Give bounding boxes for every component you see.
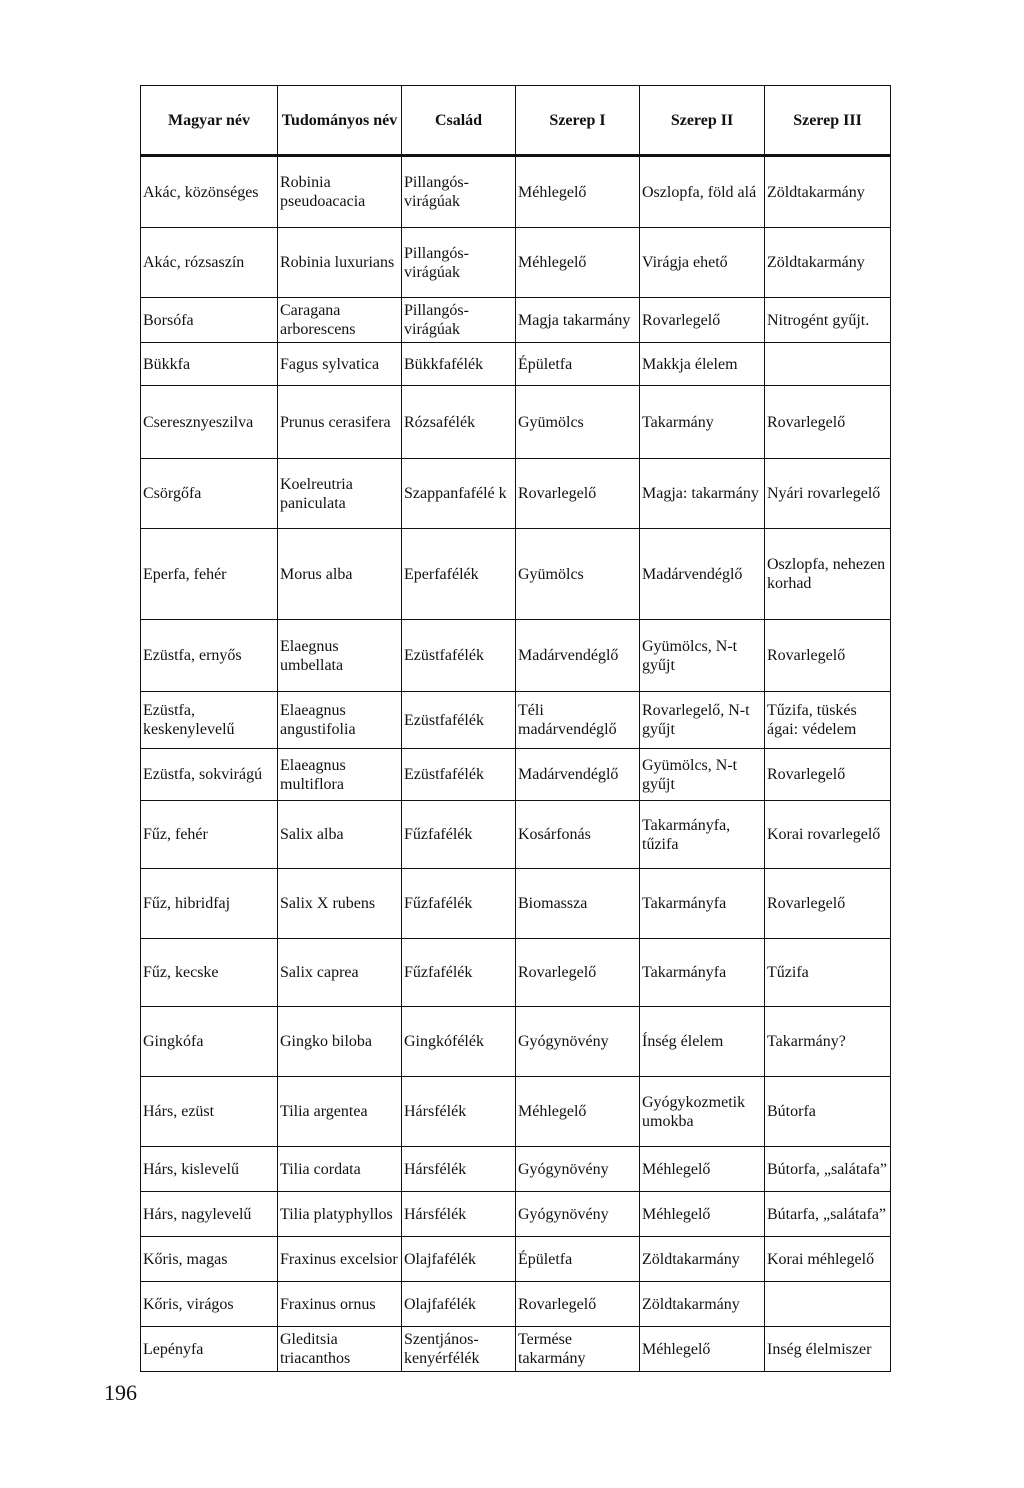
family-cell: Olajfafélék xyxy=(402,1282,516,1327)
hungarian-name-cell: Eperfa, fehér xyxy=(141,529,278,620)
scientific-name-cell: Tilia argentea xyxy=(278,1077,402,1147)
hungarian-name-cell: Cseresznyeszilva xyxy=(141,386,278,459)
role-3-cell: Rovarlegelő xyxy=(765,749,891,801)
role-1-cell: Magja takarmány xyxy=(516,298,640,343)
table-header xyxy=(141,86,891,156)
scientific-name-cell: Salix caprea xyxy=(278,939,402,1007)
role-2-cell: Makkja élelem xyxy=(640,343,765,386)
table-row xyxy=(141,1192,891,1237)
role-2-cell: Méhlegelő xyxy=(640,1147,765,1192)
role-3-cell: Takarmány? xyxy=(765,1007,891,1077)
hungarian-name-cell: Hárs, kislevelű xyxy=(141,1147,278,1192)
role-3-cell: Zöldtakarmány xyxy=(765,156,891,228)
role-3-cell xyxy=(765,1282,891,1327)
family-cell: Eperfafélék xyxy=(402,529,516,620)
role-3-cell: Bútarfa, „salátafa” xyxy=(765,1192,891,1237)
scientific-name-cell: Gleditsia triacanthos xyxy=(278,1327,402,1372)
role-3-cell: Tűzifa, tüskés ágai: védelem xyxy=(765,692,891,749)
scientific-name-cell: Robinia pseudoacacia xyxy=(278,156,402,228)
table-row xyxy=(141,228,891,298)
role-2-cell: Ínség élelem xyxy=(640,1007,765,1077)
table-row xyxy=(141,298,891,343)
scientific-name-cell: Fraxinus ornus xyxy=(278,1282,402,1327)
family-cell: Hársfélék xyxy=(402,1077,516,1147)
table-row xyxy=(141,1327,891,1372)
role-2-cell: Rovarlegelő xyxy=(640,298,765,343)
role-2-cell: Virágja ehető xyxy=(640,228,765,298)
hungarian-name-cell: Bükkfa xyxy=(141,343,278,386)
role-1-cell: Téli madárvendéglő xyxy=(516,692,640,749)
table-row xyxy=(141,869,891,939)
role-1-cell: Épületfa xyxy=(516,343,640,386)
family-cell: Fűzfafélék xyxy=(402,801,516,869)
role-3-cell: Bútorfa xyxy=(765,1077,891,1147)
role-1-cell: Gyümölcs xyxy=(516,529,640,620)
role-1-cell: Gyógynövény xyxy=(516,1192,640,1237)
role-1-cell: Rovarlegelő xyxy=(516,459,640,529)
hungarian-name-cell: Borsófa xyxy=(141,298,278,343)
hungarian-name-cell: Hárs, nagylevelű xyxy=(141,1192,278,1237)
table-row xyxy=(141,1147,891,1192)
role-2-cell: Takarmány xyxy=(640,386,765,459)
table-row xyxy=(141,620,891,692)
role-1-cell: Madárvendéglő xyxy=(516,749,640,801)
scientific-name-cell: Tilia cordata xyxy=(278,1147,402,1192)
family-cell: Rózsafélék xyxy=(402,386,516,459)
role-1-cell: Madárvendéglő xyxy=(516,620,640,692)
role-1-cell: Termése takarmány xyxy=(516,1327,640,1372)
table-row xyxy=(141,749,891,801)
role-3-cell: Rovarlegelő xyxy=(765,620,891,692)
role-3-cell: Oszlopfa, nehezen korhad xyxy=(765,529,891,620)
role-2-cell: Oszlopfa, föld alá xyxy=(640,156,765,228)
header-hungarian-name: Magyar név xyxy=(141,86,278,156)
table-row xyxy=(141,1237,891,1282)
family-cell: Ezüstfafélék xyxy=(402,749,516,801)
scientific-name-cell: Salix alba xyxy=(278,801,402,869)
role-1-cell: Méhlegelő xyxy=(516,228,640,298)
family-cell: Bükkfafélék xyxy=(402,343,516,386)
header-family: Család xyxy=(402,86,516,156)
role-3-cell: Korai rovarlegelő xyxy=(765,801,891,869)
role-1-cell: Épületfa xyxy=(516,1237,640,1282)
family-cell: Hársfélék xyxy=(402,1192,516,1237)
tree-species-table xyxy=(140,85,891,1372)
hungarian-name-cell: Akác, rózsaszín xyxy=(141,228,278,298)
table-row xyxy=(141,343,891,386)
table-row xyxy=(141,1077,891,1147)
table-row xyxy=(141,529,891,620)
role-2-cell: Gyógykozmetik umokba xyxy=(640,1077,765,1147)
role-1-cell: Gyógynövény xyxy=(516,1147,640,1192)
role-1-cell: Gyümölcs xyxy=(516,386,640,459)
page-number: 196 xyxy=(104,1380,137,1405)
scientific-name-cell: Elaeagnus angustifolia xyxy=(278,692,402,749)
scientific-name-cell: Gingko biloba xyxy=(278,1007,402,1077)
family-cell: Pillangós-virágúak xyxy=(402,156,516,228)
role-2-cell: Gyümölcs, N-t gyűjt xyxy=(640,749,765,801)
table-row xyxy=(141,386,891,459)
role-3-cell: Tűzifa xyxy=(765,939,891,1007)
species-table-container xyxy=(140,85,890,1372)
role-1-cell: Rovarlegelő xyxy=(516,1282,640,1327)
table-row xyxy=(141,156,891,228)
family-cell: Fűzfafélék xyxy=(402,939,516,1007)
scientific-name-cell: Elaegnus umbellata xyxy=(278,620,402,692)
role-1-cell: Kosárfonás xyxy=(516,801,640,869)
role-2-cell: Madárvendéglő xyxy=(640,529,765,620)
hungarian-name-cell: Gingkófa xyxy=(141,1007,278,1077)
role-3-cell: Inség élelmiszer xyxy=(765,1327,891,1372)
header-scientific-name: Tudományos név xyxy=(278,86,402,156)
role-1-cell: Rovarlegelő xyxy=(516,939,640,1007)
hungarian-name-cell: Csörgőfa xyxy=(141,459,278,529)
role-3-cell: Zöldtakarmány xyxy=(765,228,891,298)
family-cell: Ezüstfafélék xyxy=(402,620,516,692)
table-body xyxy=(141,156,891,1372)
table-row xyxy=(141,939,891,1007)
role-3-cell: Rovarlegelő xyxy=(765,869,891,939)
role-2-cell: Takarmányfa xyxy=(640,869,765,939)
family-cell: Szentjános-kenyérfélék xyxy=(402,1327,516,1372)
role-3-cell: Korai méhlegelő xyxy=(765,1237,891,1282)
role-3-cell: Rovarlegelő xyxy=(765,386,891,459)
table-row xyxy=(141,1007,891,1077)
role-2-cell: Takarmányfa, tűzifa xyxy=(640,801,765,869)
role-2-cell: Méhlegelő xyxy=(640,1327,765,1372)
role-3-cell xyxy=(765,343,891,386)
family-cell: Fűzfafélék xyxy=(402,869,516,939)
family-cell: Gingkófélék xyxy=(402,1007,516,1077)
hungarian-name-cell: Ezüstfa, sokvirágú xyxy=(141,749,278,801)
role-1-cell: Méhlegelő xyxy=(516,156,640,228)
hungarian-name-cell: Akác, közönséges xyxy=(141,156,278,228)
scientific-name-cell: Koelreutria paniculata xyxy=(278,459,402,529)
scientific-name-cell: Fagus sylvatica xyxy=(278,343,402,386)
hungarian-name-cell: Fűz, fehér xyxy=(141,801,278,869)
table-row xyxy=(141,692,891,749)
role-2-cell: Takarmányfa xyxy=(640,939,765,1007)
role-2-cell: Zöldtakarmány xyxy=(640,1282,765,1327)
role-2-cell: Rovarlegelő, N-t gyűjt xyxy=(640,692,765,749)
scientific-name-cell: Morus alba xyxy=(278,529,402,620)
hungarian-name-cell: Lepényfa xyxy=(141,1327,278,1372)
role-1-cell: Méhlegelő xyxy=(516,1077,640,1147)
hungarian-name-cell: Hárs, ezüst xyxy=(141,1077,278,1147)
scientific-name-cell: Fraxinus excelsior xyxy=(278,1237,402,1282)
role-1-cell: Biomassza xyxy=(516,869,640,939)
family-cell: Pillangós-virágúak xyxy=(402,228,516,298)
role-2-cell: Gyümölcs, N-t gyűjt xyxy=(640,620,765,692)
hungarian-name-cell: Fűz, kecske xyxy=(141,939,278,1007)
header-role-3: Szerep III xyxy=(765,86,891,156)
scientific-name-cell: Caragana arborescens xyxy=(278,298,402,343)
hungarian-name-cell: Ezüstfa, ernyős xyxy=(141,620,278,692)
role-2-cell: Méhlegelő xyxy=(640,1192,765,1237)
header-row xyxy=(141,86,891,156)
role-3-cell: Bútorfa, „salátafa” xyxy=(765,1147,891,1192)
hungarian-name-cell: Kőris, virágos xyxy=(141,1282,278,1327)
family-cell: Hársfélék xyxy=(402,1147,516,1192)
family-cell: Szappanfafélé k xyxy=(402,459,516,529)
role-1-cell: Gyógynövény xyxy=(516,1007,640,1077)
scientific-name-cell: Tilia platyphyllos xyxy=(278,1192,402,1237)
header-role-2: Szerep II xyxy=(640,86,765,156)
table-row xyxy=(141,459,891,529)
family-cell: Olajfafélék xyxy=(402,1237,516,1282)
family-cell: Pillangós-virágúak xyxy=(402,298,516,343)
table-row xyxy=(141,801,891,869)
hungarian-name-cell: Ezüstfa, keskenylevelű xyxy=(141,692,278,749)
hungarian-name-cell: Kőris, magas xyxy=(141,1237,278,1282)
role-3-cell: Nyári rovarlegelő xyxy=(765,459,891,529)
role-2-cell: Zöldtakarmány xyxy=(640,1237,765,1282)
role-3-cell: Nitrogént gyűjt. xyxy=(765,298,891,343)
role-2-cell: Magja: takarmány xyxy=(640,459,765,529)
family-cell: Ezüstfafélék xyxy=(402,692,516,749)
scientific-name-cell: Robinia luxurians xyxy=(278,228,402,298)
scientific-name-cell: Elaeagnus multiflora xyxy=(278,749,402,801)
header-role-1: Szerep I xyxy=(516,86,640,156)
hungarian-name-cell: Fűz, hibridfaj xyxy=(141,869,278,939)
scientific-name-cell: Prunus cerasifera xyxy=(278,386,402,459)
scientific-name-cell: Salix X rubens xyxy=(278,869,402,939)
table-row xyxy=(141,1282,891,1327)
